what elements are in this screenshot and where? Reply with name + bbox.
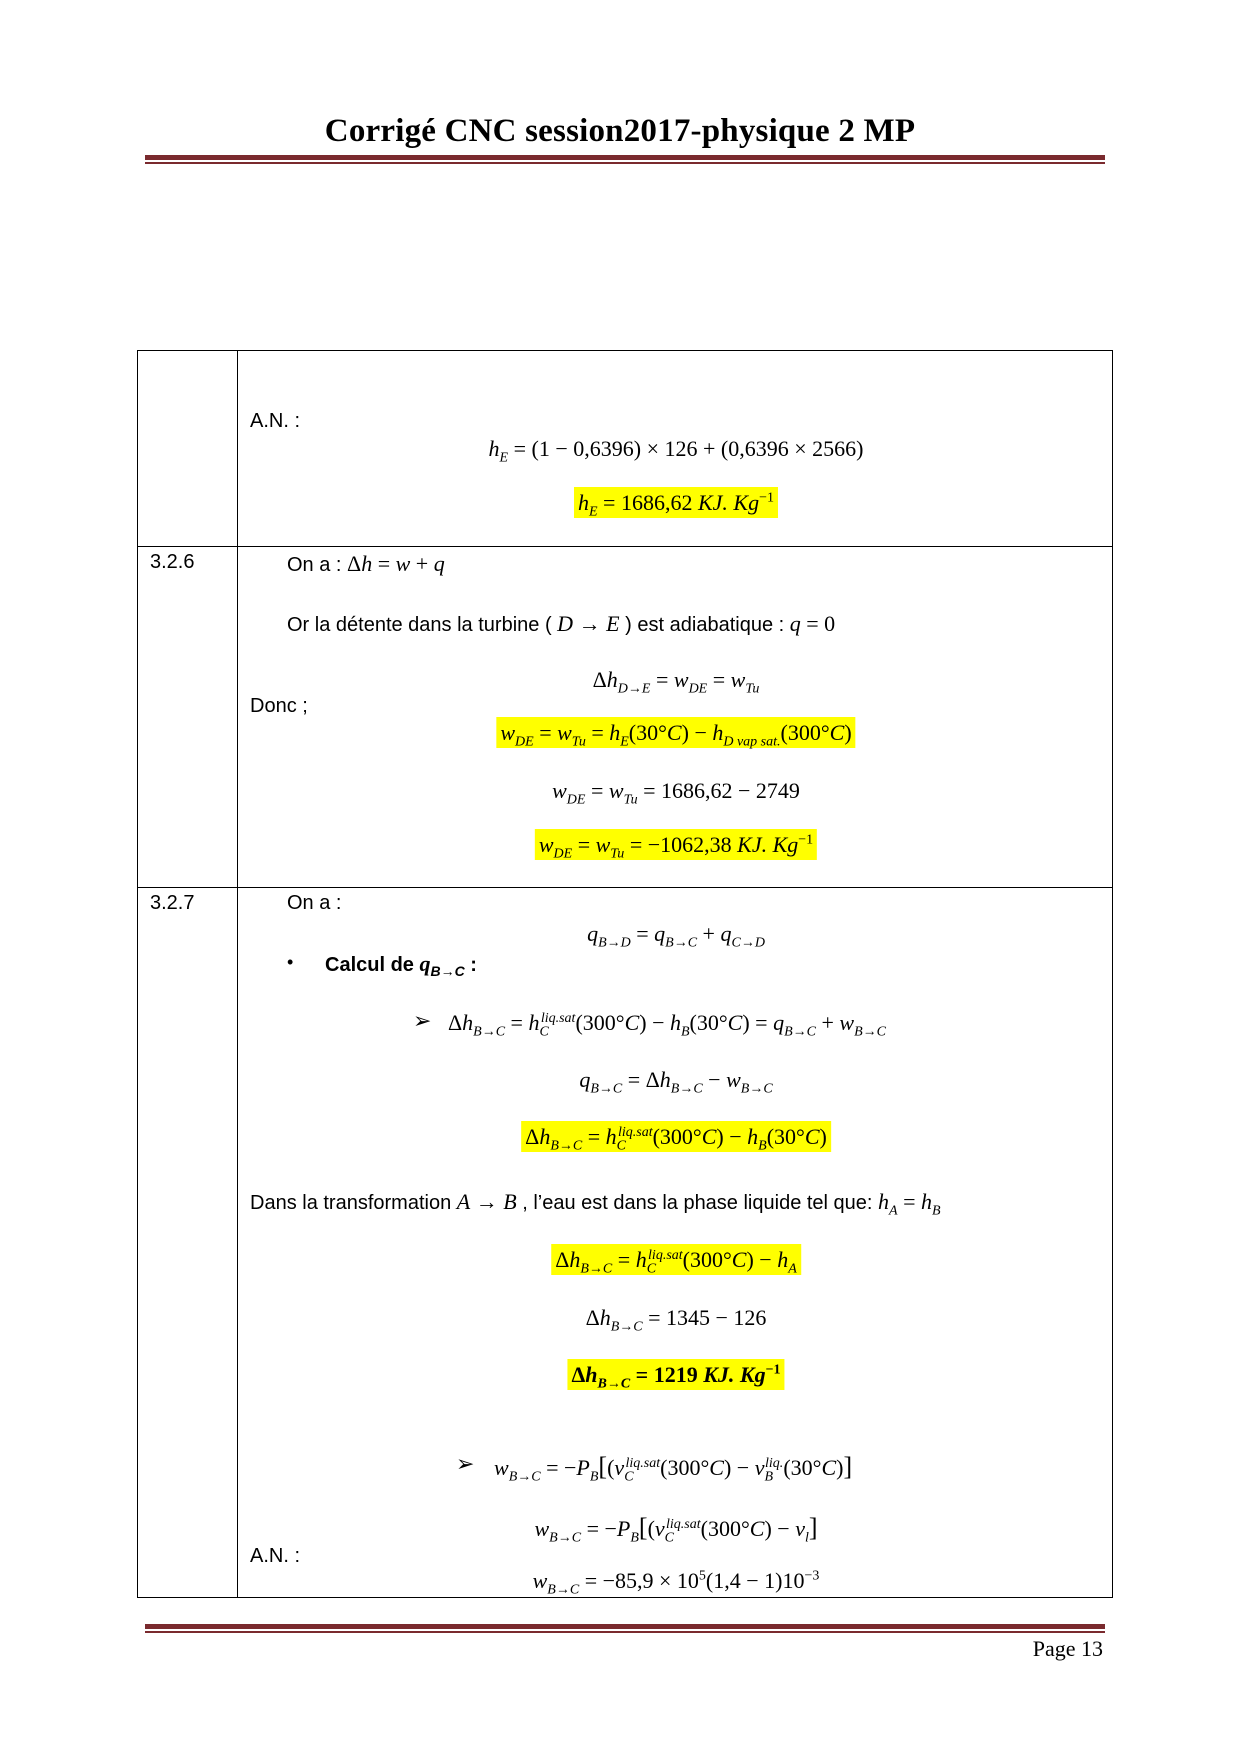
question-number: 3.2.7 [150, 892, 195, 914]
arrow-bullet-icon: ➢ [413, 1008, 432, 1033]
page-title: Corrigé CNC session2017-physique 2 MP [324, 113, 916, 149]
page-number: Page 13 [1032, 1636, 1103, 1661]
donc-label: Donc ; [250, 695, 308, 717]
statement-line: Or la détente dans la turbine ( D → E ) est adiabatique : q = 0 [287, 611, 836, 636]
equation-q-bc: $q_{B\to C} = \Delta h_{B\to C} - w_{B\to C}$ [579, 1067, 773, 1097]
equation-dh-definition: $\Delta h_{B\to C} = h_C^{liq.sat}(300^\circ C) - h_B(30^\circ C) = q_{B\to C} + w_{B\to C}$ [448, 1010, 886, 1040]
equation-work-result: $w_{DE} = w_{Tu} = -1062,38$ KJ. $Kg^{-1}$ [535, 832, 817, 858]
header-rule [145, 155, 1105, 164]
equation-dh-ha: $\Delta h_{B\to C} = h_C^{liq.sat}(300^\circ C) - h_A$ [551, 1247, 801, 1273]
equation-w-simplified: $w_{B\to C} = -P_B[(v_C^{liq.sat}(300^\circ C) - v_l]$ [534, 1513, 818, 1546]
table-row-separator [137, 546, 1113, 547]
equation-he-result: $h_E = 1686,62$ KJ. $Kg^{-1}$ [574, 490, 778, 516]
statement-line: On a : [287, 892, 342, 914]
bullet-icon: • [287, 952, 294, 972]
equation-w-definition: $w_{B\to C} = -P_B[(v_C^{liq.sat}(300^\circ C) - v_B^{liq.}(30^\circ C)]$ [494, 1452, 853, 1485]
answer-table [137, 350, 1113, 1598]
footer-rule [145, 1624, 1105, 1633]
equation-w-numeric: $w_{B\to C} = -85,9 \times 10^5(1,4 - 1)10^{-3}$ [532, 1568, 820, 1598]
equation-work-numeric: $w_{DE} = w_{Tu} = 1686,62 - 2749$ [552, 778, 800, 808]
equation-dh-result: $\Delta h_{B\to C} = 1219$ KJ. $Kg^{-1}$ [567, 1362, 784, 1388]
equation-heat-sum: $q_{B\to D} = q_{B\to C} + q_{C\to D}$ [587, 921, 765, 951]
equation-dh-highlight: $\Delta h_{B\to C} = h_C^{liq.sat}(300^\circ C) - h_B(30^\circ C)$ [521, 1124, 831, 1150]
arrow-bullet-icon: ➢ [456, 1451, 475, 1476]
table-row-separator [137, 887, 1113, 888]
equation-work-formula: $w_{DE} = w_{Tu} = h_E(30^\circ C) - h_{D vap sat.}(300^\circ C)$ [496, 720, 855, 746]
statement-line: On a : Δh = w + q [287, 551, 445, 576]
equation-dh-numeric: $\Delta h_{B\to C} = 1345 - 126$ [585, 1305, 767, 1335]
equation-enthalpy-work: $\Delta h_{D\to E} = w_{DE} = w_{Tu}$ [592, 667, 760, 697]
question-number: 3.2.6 [150, 551, 195, 573]
equation-he-formula: $h_E = (1 - 0,6396) \times 126 + (0,6396 \times 2566)$ [488, 436, 864, 466]
an-label: A.N. : [250, 410, 301, 432]
an-label: A.N. : [250, 1545, 301, 1567]
table-column-separator [237, 350, 238, 1598]
transformation-statement: Dans la transformation A → B , l’eau est dans la phase liquide tel que: $h_A = h_B$ [250, 1189, 941, 1219]
bullet-item: Calcul de $q_{B\to C}$ : [325, 951, 477, 979]
